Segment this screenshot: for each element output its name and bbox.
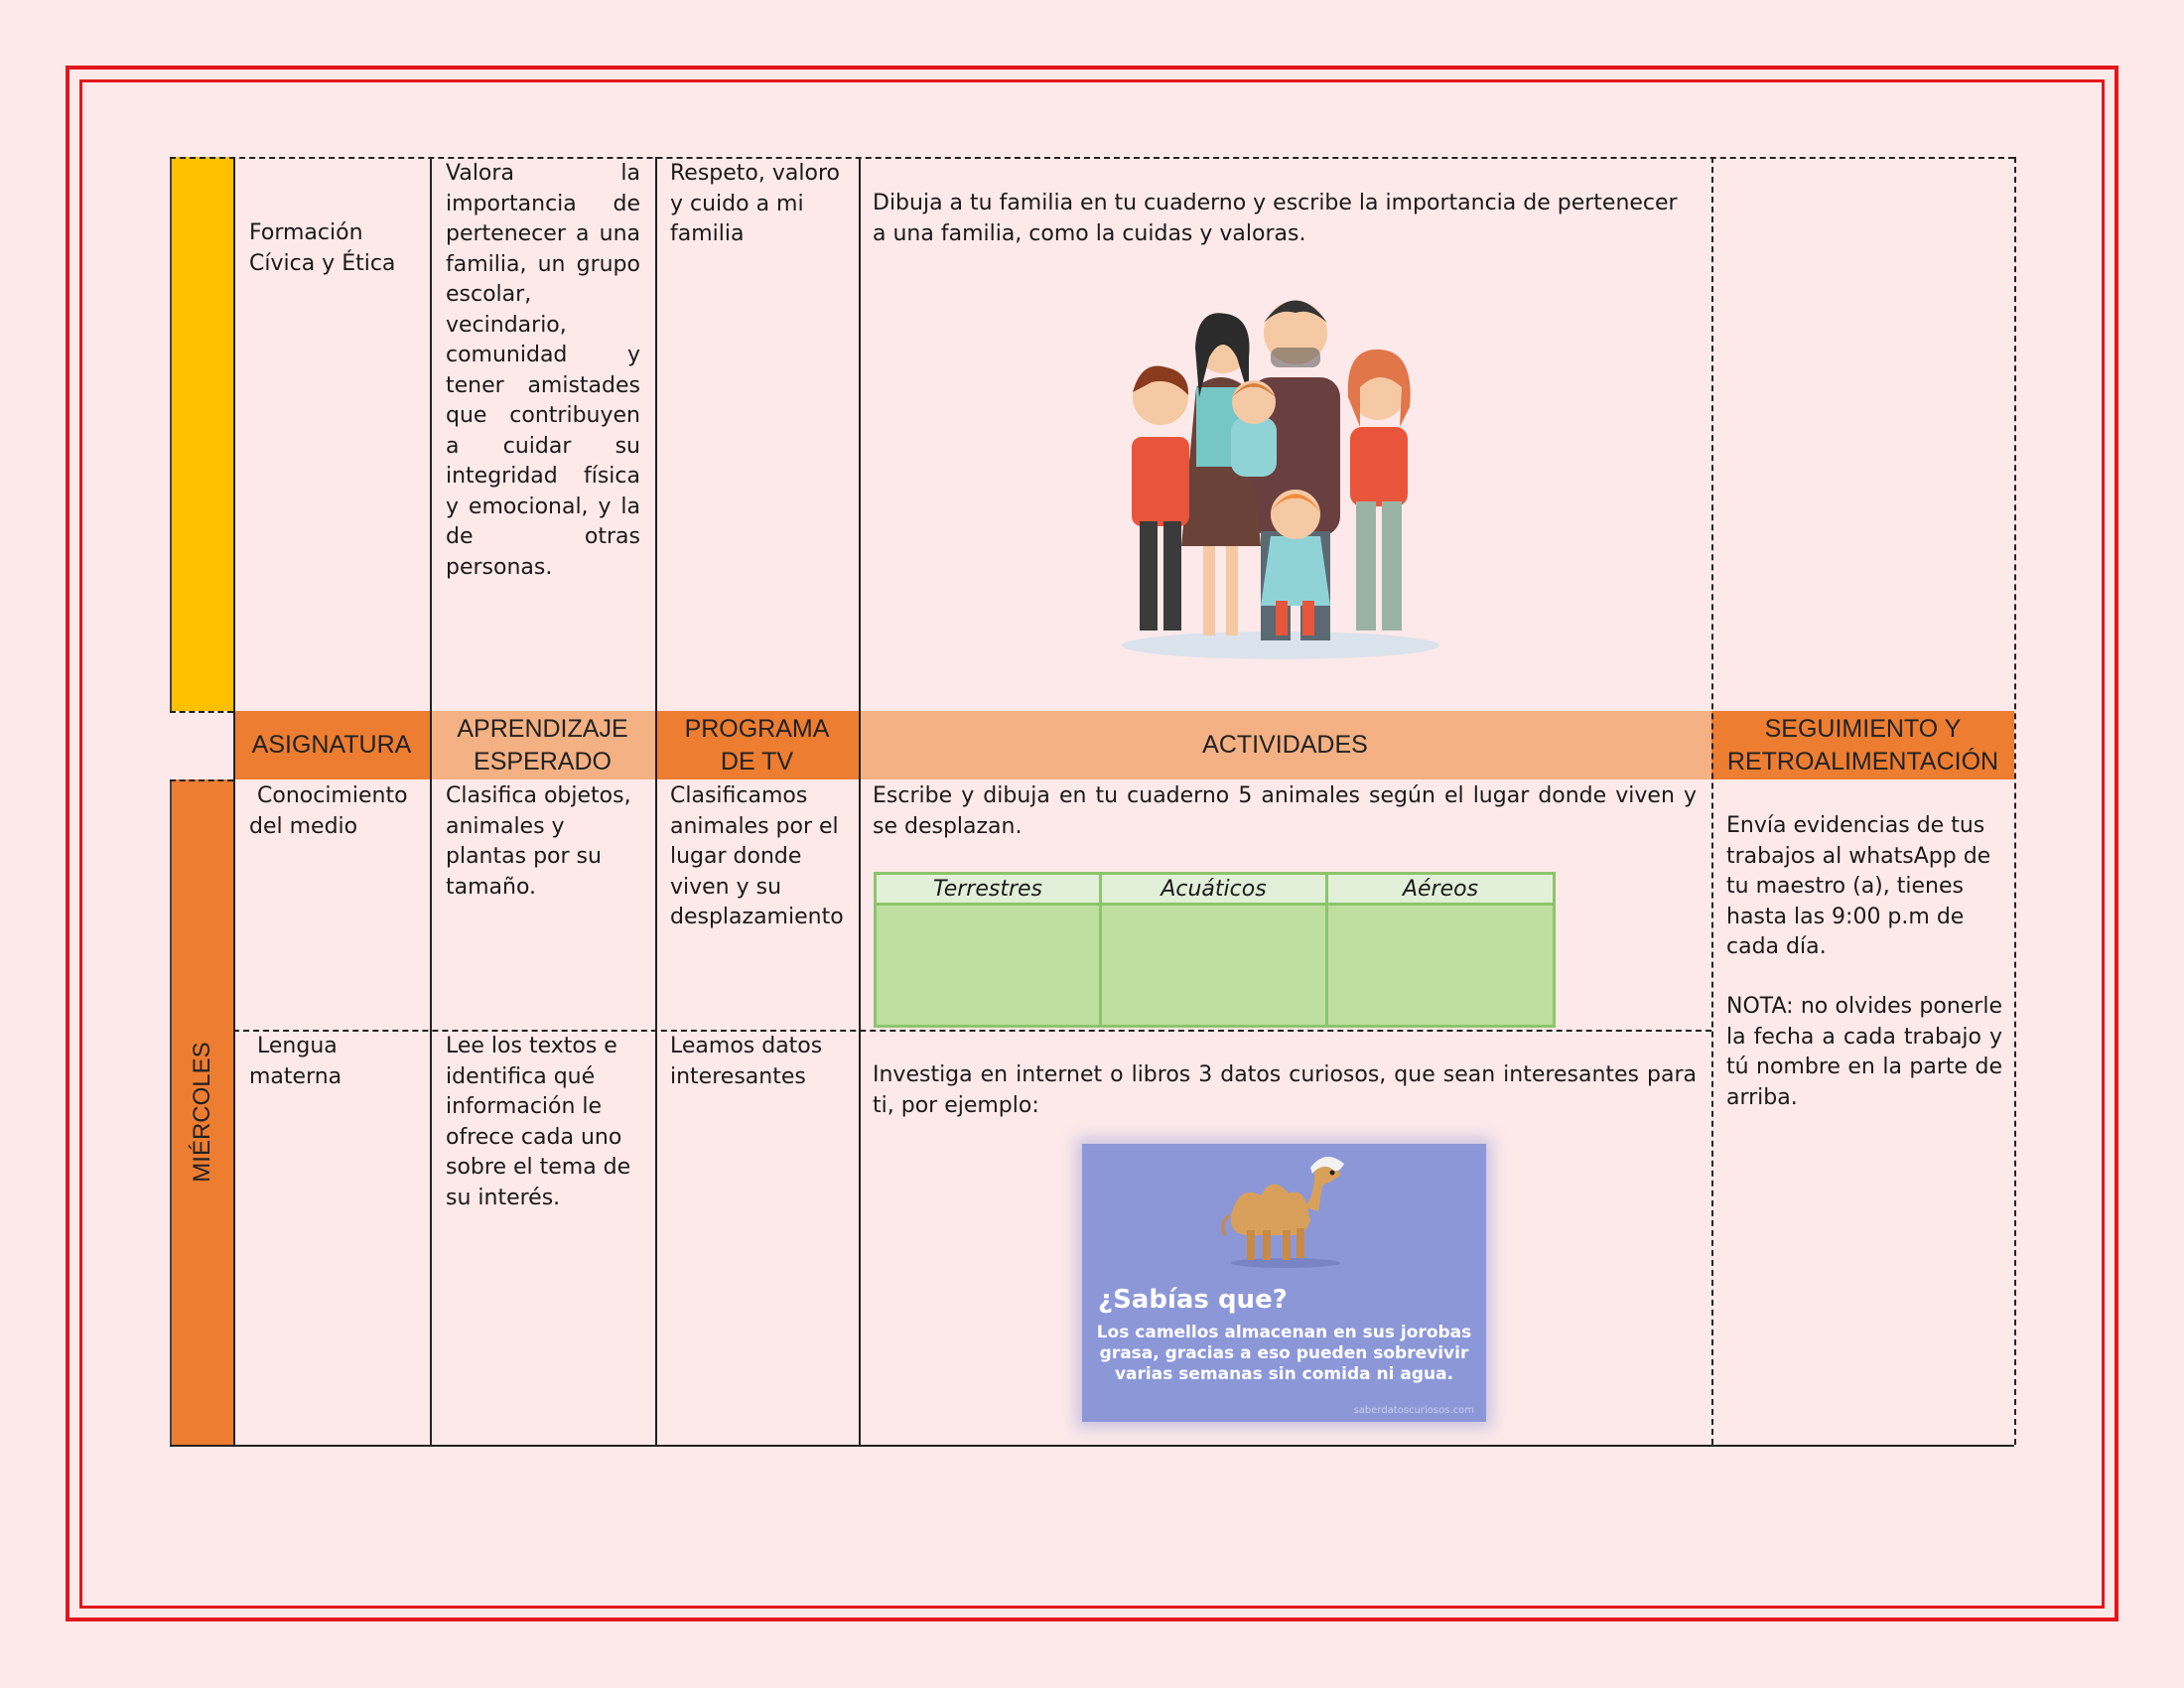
table-cell-aereos: [1325, 903, 1556, 1028]
fact-watermark: saberdatoscuriosos.com: [1353, 1405, 1474, 1416]
row2-activity: Escribe y dibuja en tu cuaderno 5 animales según el lugar donde viven y se desplazan.: [873, 783, 1697, 839]
table-cell-terrestres: [874, 903, 1102, 1028]
header-seguimiento: SEGUIMIENTO Y RETROALIMENTACIÓN: [1711, 711, 2014, 779]
feedback-text: Envía evidencias de tus trabajos al whatsApp de tu maestro (a), tienes hasta las 9:00 p.m de cada día.: [1726, 813, 1991, 959]
row2-program: Clasificamos animales por el lugar donde viven y su desplazamiento: [670, 783, 844, 929]
row3-learning: Lee los textos e identifica qué información le ofrece cada uno sobre el tema de su interés.: [446, 1034, 631, 1210]
header-programa: PROGRAMA DE TV: [655, 711, 859, 779]
feedback-note: NOTA: no olvides ponerle la fecha a cada trabajo y tú nombre en la parte de arriba.: [1726, 994, 2002, 1110]
family-illustration: [1112, 278, 1449, 665]
header-actividades: ACTIVIDADES: [859, 711, 1711, 779]
row3-activity: Investiga en internet o libros 3 datos curiosos, que sean interesantes para ti, por ejemplo:: [873, 1062, 1697, 1118]
day-tab-miercoles: [170, 779, 233, 1445]
boy-figure: [1132, 365, 1189, 631]
table-header-aereos: Aéreos: [1325, 872, 1556, 906]
day-label: MIÉRCOLES: [189, 1042, 215, 1183]
header-asignatura: ASIGNATURA: [233, 711, 430, 779]
row1-program: Respeto, valoro y cuido a mi familia: [670, 161, 840, 246]
camel-icon: [1211, 1146, 1360, 1270]
fact-body: Los camellos almacenan en sus jorobas grasa, gracias a eso pueden sobrevivir varias semanas sin comida ni agua.: [1096, 1323, 1472, 1384]
fact-card: [1082, 1144, 1486, 1422]
table-cell-acuaticos: [1099, 903, 1328, 1028]
row1-activity: Dibuja a tu familia en tu cuaderno y escribe la importancia de pertenecer a una familia, como la cuidas y valoras.: [873, 191, 1678, 246]
woman-figure: [1348, 350, 1411, 631]
day-tab-top: [170, 157, 233, 711]
header-aprendizaje: APRENDIZAJE ESPERADO: [430, 711, 655, 779]
row2-learning: Clasifica objetos, animales y plantas por su tamaño.: [446, 783, 631, 900]
table-header-acuaticos: Acuáticos: [1099, 872, 1328, 906]
row1-subject: Formación Cívica y Ética: [249, 220, 396, 276]
row3-program: Leamos datos interesantes: [670, 1034, 823, 1089]
baby-figure: [1231, 380, 1277, 477]
table-header-terrestres: Terrestres: [874, 872, 1102, 906]
row2-subject: Conocimiento del medio: [249, 783, 408, 839]
row1-learning: Valora la importancia de pertenecer a una familia, un grupo escolar, vecindario, comunidad y tener amistades que contribuyen a cuidar su integridad física y emocional, y la de otras personas.: [446, 161, 640, 580]
fact-title: ¿Sabías que?: [1098, 1285, 1288, 1315]
row3-subject: Lengua materna: [249, 1034, 342, 1089]
